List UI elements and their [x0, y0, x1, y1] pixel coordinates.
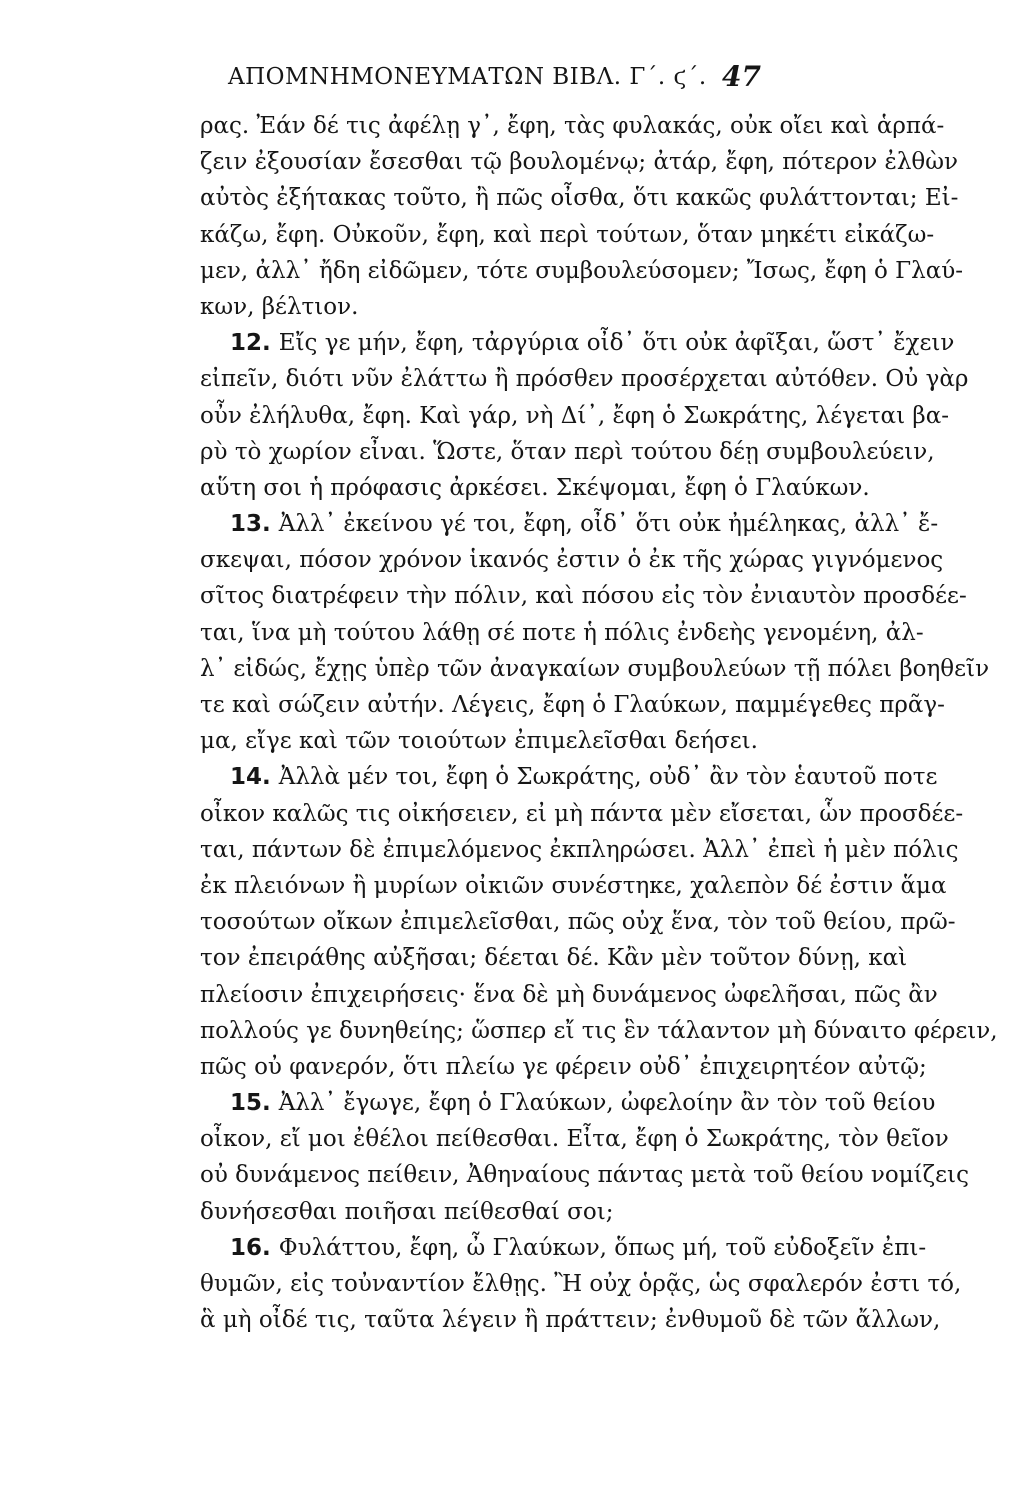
text-line: πλείοσιν ἐπιχειρήσεις· ἕνα δὲ μὴ δυνάμενος ὠφελῆσαι, πῶς ἂν: [200, 981, 938, 1008]
page-header: [228, 60, 761, 100]
text-line: πολλούς γε δυνηθείης; ὥσπερ εἴ τις ἓν τάλαντον μὴ δύναιτο φέρειν,: [200, 1017, 998, 1044]
body-text: [200, 108, 998, 1338]
paragraph-16: [200, 1230, 962, 1339]
text-line-first: [200, 506, 939, 542]
section-number: 16.: [230, 1234, 271, 1261]
text-line: τον ἐπειράθης αὐξῆσαι; δέεται δέ. Κἂν μὲν τοῦτον δύνῃ, καὶ: [200, 945, 908, 972]
text-line: εἰπεῖν, διότι νῦν ἐλάττω ἢ πρόσθεν προσέρχεται αὐτόθεν. Οὐ γὰρ: [200, 366, 969, 393]
text-line: μα, εἴγε καὶ τῶν τοιούτων ἐπιμελεῖσθαι δεήσει.: [200, 728, 758, 755]
text-line: ται, πάντων δὲ ἐπιμελόμενος ἐκπληρώσει. Ἀλλ᾽ ἐπεὶ ἡ μὲν πόλις: [200, 836, 959, 863]
text-line: Ἀλλ᾽ ἔγωγε, ἔφη ὁ Γλαύκων, ὠφελοίην ἂν τὸν τοῦ θείου: [278, 1090, 936, 1117]
section-number: 14.: [230, 764, 271, 791]
text-line: Εἴς γε μήν, ἔφη, τἀργύρια οἶδ᾽ ὅτι οὐκ ἀφῖξαι, ὥστ᾽ ἔχειν: [278, 330, 955, 357]
text-line-first: [200, 1085, 936, 1121]
text-line: ἃ μὴ οἶδέ τις, ταῦτα λέγειν ἢ πράττειν; ἐνθυμοῦ δὲ τῶν ἄλλων,: [200, 1307, 941, 1334]
text-line: σκεψαι, πόσον χρόνον ἱκανός ἐστιν ὁ ἐκ τῆς χώρας γιγνόμενος: [200, 547, 944, 574]
text-line: Ἀλλ᾽ ἐκείνου γέ τοι, ἔφη, οἶδ᾽ ὅτι οὐκ ἠμέληκας, ἀλλ᾽ ἔ-: [278, 511, 939, 538]
text-line: αὕτη σοι ἡ πρόφασις ἀρκέσει. Σκέψομαι, ἔφη ὁ Γλαύκων.: [200, 474, 870, 501]
section-number: 12.: [230, 330, 271, 357]
paragraph-continuation: [200, 108, 963, 325]
section-number: 13.: [230, 511, 271, 538]
text-line: ρας. Ἐάν δέ τις ἀφέλῃ γ᾽, ἔφη, τὰς φυλακάς, οὐκ οἴει καὶ ἁρπά-: [200, 113, 945, 139]
text-line: θυμῶν, εἰς τοὐναντίον ἔλθῃς. Ἢ οὐχ ὁρᾷς, ὡς σφαλερόν ἐστι τό,: [200, 1271, 962, 1297]
text-line: αὐτὸς ἐξήτακας τοῦτο, ἢ πῶς οἶσθα, ὅτι κακῶς φυλάττονται; Εἰ-: [200, 185, 959, 212]
text-line: ζειν ἐξουσίαν ἔσεσθαι τῷ βουλομένῳ; ἀτάρ, ἔφη, πότερον ἐλθὼν: [200, 149, 958, 176]
text-line: ται, ἵνα μὴ τούτου λάθῃ σέ ποτε ἡ πόλις ἐνδεὴς γενομένη, ἀλ-: [200, 619, 924, 646]
text-line: οὐ δυνάμενος πείθειν, Ἀθηναίους πάντας μετὰ τοῦ θείου νομίζεις: [200, 1162, 969, 1189]
text-line-first: [200, 1230, 927, 1266]
running-title: ΑΠΟΜΝΗΜΟΝΕΥΜΑΤΩΝ ΒΙΒΛ. Γ΄. ϛ΄.: [228, 64, 707, 90]
text-line: κων, βέλτιον.: [200, 293, 359, 320]
text-line-first: [200, 325, 955, 361]
text-line: τοσούτων οἴκων ἐπιμελεῖσθαι, πῶς οὐχ ἕνα, τὸν τοῦ θείου, πρῶ-: [200, 909, 956, 936]
paragraph-12: [200, 325, 969, 506]
text-line: μεν, ἀλλ᾽ ἤδη εἰδῶμεν, τότε συμβουλεύσομεν; Ἴσως, ἔφη ὁ Γλαύ-: [200, 257, 963, 284]
text-line: οἶκον, εἴ μοι ἐθέλοι πείθεσθαι. Εἶτα, ἔφη ὁ Σωκράτης, τὸν θεῖον: [200, 1126, 949, 1153]
text-line: πῶς οὐ φανερόν, ὅτι πλείω γε φέρειν οὐδ᾽ ἐπιχειρητέον αὐτῷ;: [200, 1053, 927, 1080]
text-line: κάζω, ἔφη. Οὐκοῦν, ἔφη, καὶ περὶ τούτων, ὅταν μηκέτι εἰκάζω-: [200, 221, 935, 248]
text-line: Φυλάττου, ἔφη, ὦ Γλαύκων, ὅπως μή, τοῦ εὐδοξεῖν ἐπι-: [278, 1234, 927, 1261]
paragraph-13: [200, 506, 990, 759]
section-number: 15.: [230, 1090, 271, 1117]
text-line: σῖτος διατρέφειν τὴν πόλιν, καὶ πόσου εἰς τὸν ἐνιαυτὸν προσδέε-: [200, 583, 967, 610]
text-line: ἐκ πλειόνων ἢ μυρίων οἰκιῶν συνέστηκε, χαλεπὸν δέ ἐστιν ἅμα: [200, 872, 947, 899]
paragraph-14: [200, 759, 998, 1085]
text-line: οἶκον καλῶς τις οἰκήσειεν, εἰ μὴ πάντα μὲν εἴσεται, ὧν προσδέε-: [200, 800, 964, 827]
text-line: οὖν ἐλήλυθα, ἔφη. Καὶ γάρ, νὴ Δί᾽, ἔφη ὁ Σωκράτης, λέγεται βα-: [200, 402, 950, 429]
text-line: τε καὶ σώζειν αὐτήν. Λέγεις, ἔφη ὁ Γλαύκων, παμμέγεθες πρᾶγ-: [200, 692, 945, 718]
paragraph-15: [200, 1085, 969, 1230]
page-number: 47: [722, 60, 761, 93]
text-line-first: [200, 759, 938, 795]
text-line: λ᾽ εἰδώς, ἔχῃς ὑπὲρ τῶν ἀναγκαίων συμβουλεύων τῇ πόλει βοηθεῖν: [200, 655, 990, 682]
text-line: ρὺ τὸ χωρίον εἶναι. Ὥστε, ὅταν περὶ τούτου δέῃ συμβουλεύειν,: [200, 438, 935, 465]
text-line: Ἀλλὰ μέν τοι, ἔφη ὁ Σωκράτης, οὐδ᾽ ἂν τὸν ἑαυτοῦ ποτε: [278, 764, 938, 791]
text-line: δυνήσεσθαι ποιῆσαι πείθεσθαί σοι;: [200, 1198, 614, 1225]
